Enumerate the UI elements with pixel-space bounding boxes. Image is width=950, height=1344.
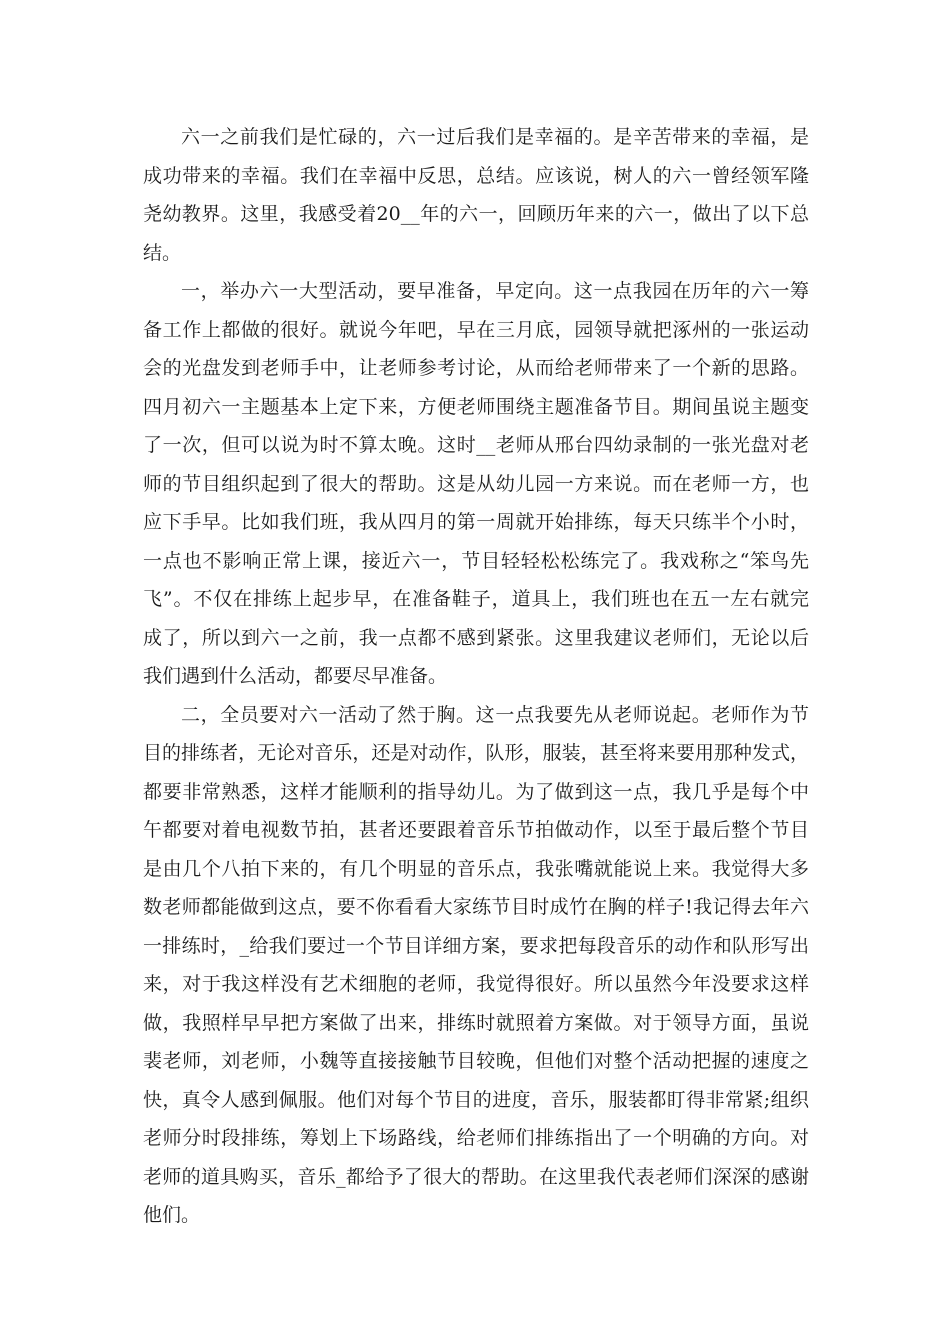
paragraph-line: 我们遇到什么活动，都要尽早准备。: [143, 665, 448, 687]
paragraph-line: 师的节目组织起到了很大的帮助。这是从幼儿园一方来说。而在老师一方，也: [143, 472, 809, 495]
paragraph-line: 了一次，但可以说为时不算太晚。这时__老师从邢台四幼录制的一张光盘对老: [143, 434, 809, 456]
paragraph-line: 一点也不影响正常上课，接近六一，节目轻轻松松练完了。我戏称之“笨鸟先: [143, 549, 809, 572]
paragraph-line: 四月初六一主题基本上定下来，方便老师围绕主题准备节目。期间虽说主题变: [143, 395, 809, 418]
paragraph-line: 一，举办六一大型活动，要早准备，早定向。这一点我园在历年的六一筹: [181, 280, 809, 302]
paragraph-line: 老师的道具购买，音乐_都给予了很大的帮助。在这里我代表老师们深深的感谢: [143, 1165, 809, 1188]
paragraph-section-two: [143, 696, 809, 1235]
paragraph-line: 是由几个八拍下来的，有几个明显的音乐点，我张嘴就能说上来。我觉得大多: [143, 857, 809, 880]
paragraph-line: 老师分时段排练，筹划上下场路线，给老师们排练指出了一个明确的方向。对: [143, 1127, 809, 1149]
paragraph-line: 尧幼教界。这里，我感受着20__年的六一，回顾历年来的六一，做出了以下总: [143, 203, 809, 225]
paragraph-intro: [143, 118, 809, 272]
paragraph-line: 二，全员要对六一活动了然于胸。这一点我要先从老师说起。老师作为节: [181, 703, 809, 726]
paragraph-line: 他们。: [143, 1204, 201, 1226]
paragraph-line: 数老师都能做到这点，要不你看看大家练节目时成竹在胸的样子!我记得去年六: [143, 896, 809, 918]
paragraph-line: 快，真令人感到佩服。他们对每个节目的进度，音乐，服装都盯得非常紧;组织: [143, 1088, 809, 1111]
paragraph-line: 备工作上都做的很好。就说今年吧，早在三月底，园领导就把涿州的一张运动: [143, 318, 809, 341]
paragraph-line: 一排练时，_给我们要过一个节目详细方案，要求把每段音乐的动作和队形写出: [143, 934, 809, 957]
paragraph-line: 成了，所以到六一之前，我一点都不感到紧张。这里我建议老师们，无论以后: [143, 626, 809, 649]
paragraph-line: 成功带来的幸福。我们在幸福中反思，总结。应该说，树人的六一曾经领军隆: [143, 164, 809, 187]
paragraph-line: 裴老师，刘老师，小魏等直接接触节目较晚，但他们对整个活动把握的速度之: [143, 1050, 809, 1072]
paragraph-line: 六一之前我们是忙碌的，六一过后我们是幸福的。是辛苦带来的幸福，是: [181, 126, 809, 148]
paragraph-line: 午都要对着电视数节拍，甚者还要跟着音乐节拍做动作，以至于最后整个节目: [143, 819, 809, 841]
paragraph-line: 应下手早。比如我们班，我从四月的第一周就开始排练，每天只练半个小时，: [143, 511, 809, 533]
paragraph-line: 结。: [143, 241, 182, 264]
paragraph-line: 都要非常熟悉，这样才能顺利的指导幼儿。为了做到这一点，我几乎是每个中: [143, 780, 809, 803]
document-body: [143, 118, 809, 1235]
paragraph-line: 目的排练者，无论对音乐，还是对动作，队形，服装，甚至将来要用那种发式，: [143, 742, 809, 764]
paragraph-line: 会的光盘发到老师手中，让老师参考讨论，从而给老师带来了一个新的思路。: [143, 357, 809, 379]
paragraph-line: 来，对于我这样没有艺术细胞的老师，我觉得很好。所以虽然今年没要求这样: [143, 973, 809, 995]
paragraph-section-one: [143, 272, 809, 696]
paragraph-line: 飞”。不仅在排练上起步早，在准备鞋子，道具上，我们班也在五一左右就完: [143, 588, 809, 610]
paragraph-line: 做，我照样早早把方案做了出来，排练时就照着方案做。对于领导方面，虽说: [143, 1011, 809, 1034]
